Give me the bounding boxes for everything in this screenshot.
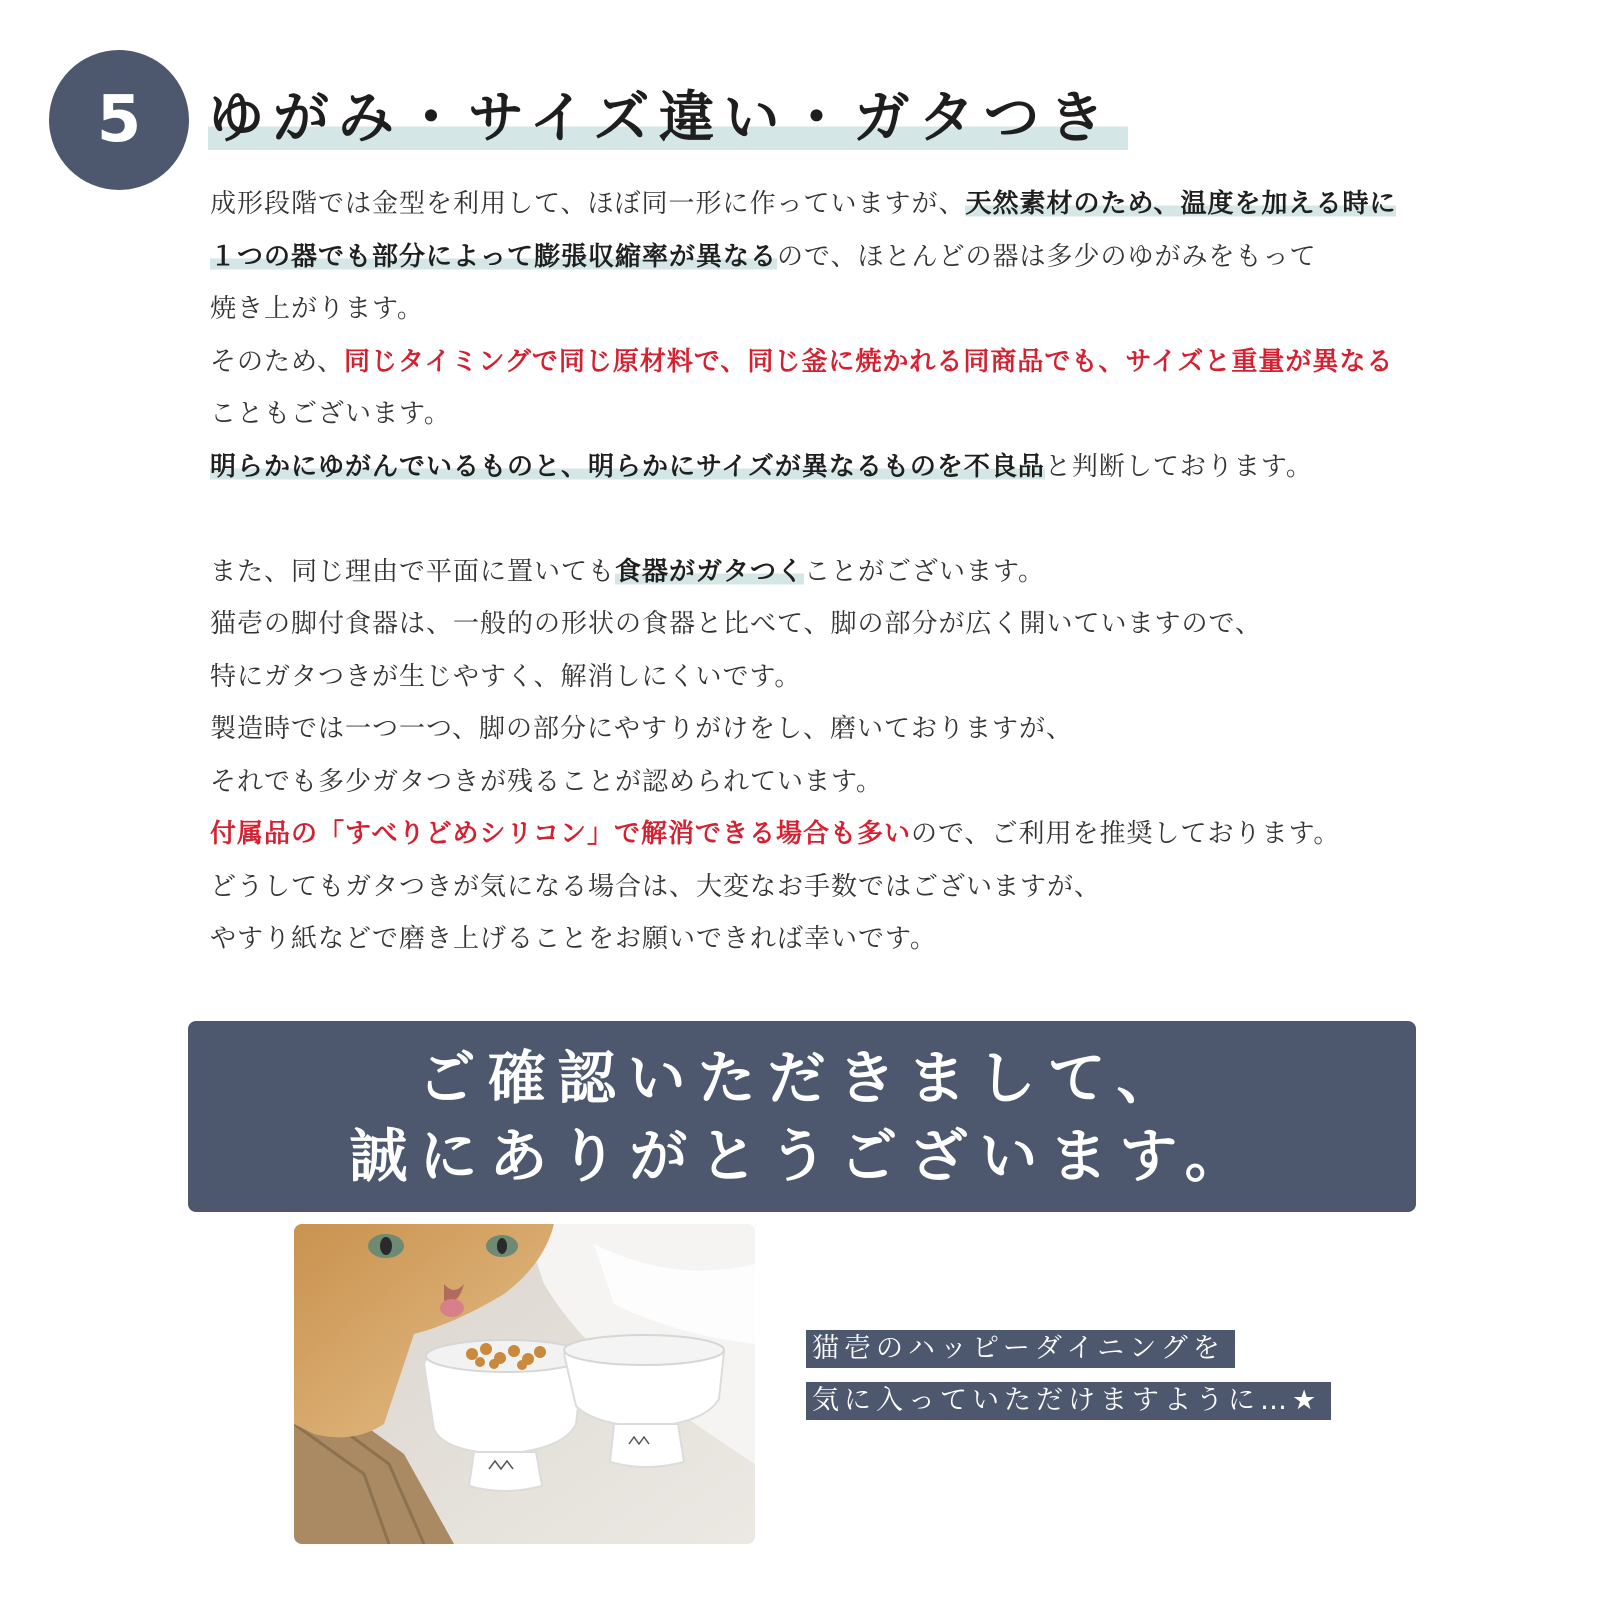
text-span: それでも多少ガタつきが残ることが認められています。 (210, 766, 883, 797)
section-number: 5 (96, 83, 142, 157)
text-span: 特にガタつきが生じやすく、解消しにくいです。 (210, 661, 802, 692)
emphasis-red-text: 付属品の「すべりどめシリコン」で解消できる場合も多い (210, 819, 911, 849)
emphasis-red-text: 同じタイミングで同じ原材料で、同じ釜に焼かれる同商品でも、サイズと重量が異なる (343, 346, 1394, 377)
caption-line-1: 猫壱のハッピーダイニングを (806, 1330, 1235, 1368)
thank-you-banner (188, 1021, 1416, 1212)
highlight-text: 明らかにゆがんでいるものと、明らかにサイズが異なるものを不良品 (210, 451, 1045, 482)
text-span: また、同じ理由で平面に置いても (210, 556, 616, 587)
paragraph-gap (210, 493, 1570, 546)
text-line (210, 336, 1570, 389)
text-line (210, 703, 1570, 756)
text-line (210, 441, 1570, 494)
text-line (210, 756, 1570, 809)
text-span: 製造時では一つ一つ、脚の部分にやすりがけをし、磨いておりますが、 (210, 714, 1073, 744)
text-span: と判断しております。 (1044, 451, 1313, 482)
body-text (210, 178, 1570, 966)
highlight-text: １つの器でも部分によって膨張収縮率が異なる (210, 241, 778, 272)
caption (806, 1330, 1331, 1434)
text-line (210, 231, 1570, 284)
text-span: どうしてもガタつきが気になる場合は、大変なお手数ではございますが、 (210, 871, 1102, 902)
banner-line-1: ご確認いただきまして、 (417, 1043, 1187, 1112)
text-line (210, 861, 1570, 914)
text-line (210, 651, 1570, 704)
text-line (210, 388, 1570, 441)
banner-line-2: 誠にありがとうございます。 (349, 1121, 1255, 1190)
text-line (210, 913, 1570, 966)
text-line (210, 178, 1570, 231)
section-number-badge (49, 50, 189, 190)
caption-line-2: 気に入っていただけますように…★ (806, 1382, 1331, 1420)
text-span: そのため、 (210, 346, 344, 377)
cat-photo (294, 1224, 755, 1544)
text-span: ので、ほとんどの器は多少のゆがみをもって (777, 241, 1317, 272)
text-span: ことがございます。 (804, 556, 1045, 587)
text-line (210, 598, 1570, 651)
text-span: やすり紙などで磨き上げることをお願いできれば幸いです。 (210, 924, 937, 954)
text-span: 焼き上がります。 (210, 294, 424, 324)
highlight-text: 天然素材のため、温度を加える時に (965, 189, 1397, 219)
highlight-text: 食器がガタつく (615, 556, 805, 587)
text-span: こともございます。 (210, 399, 451, 429)
text-span: 成形段階では金型を利用して、ほぼ同一形に作っていますが、 (210, 189, 966, 219)
text-line (210, 808, 1570, 861)
text-line (210, 546, 1570, 599)
section-title: ゆがみ・サイズ違い・ガタつき (208, 88, 1128, 150)
text-line (210, 283, 1570, 336)
text-span: ので、ご利用を推奨しております。 (910, 819, 1341, 849)
text-span: 猫壱の脚付食器は、一般的の形状の食器と比べて、脚の部分が広く開いていますので、 (210, 609, 1262, 639)
cat-photo-illustration (294, 1224, 755, 1544)
